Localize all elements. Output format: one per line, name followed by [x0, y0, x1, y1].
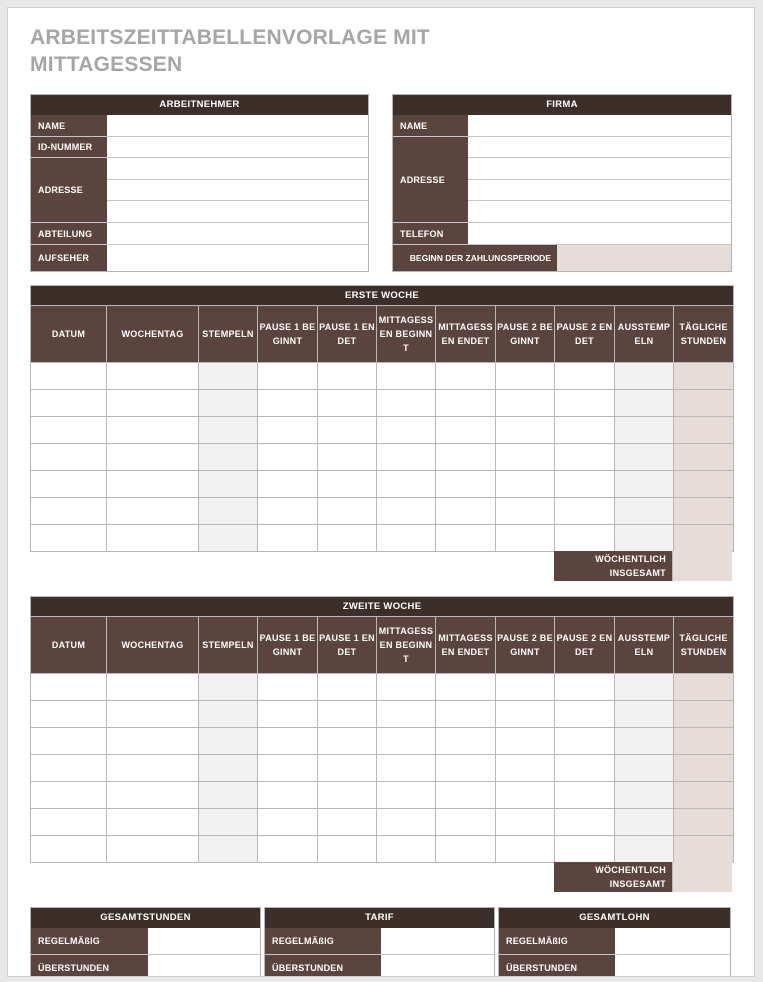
table-cell[interactable] — [258, 525, 318, 552]
column-header: PAUSE 2 BEGINNT — [496, 306, 555, 363]
table-cell[interactable] — [436, 836, 496, 863]
table-cell[interactable] — [318, 782, 377, 809]
table-cell[interactable] — [674, 809, 734, 836]
total-hours-overtime-label: ÜBERSTUNDEN — [31, 955, 148, 977]
table-cell[interactable] — [258, 836, 318, 863]
table-cell[interactable] — [615, 782, 674, 809]
table-cell[interactable] — [674, 363, 734, 390]
table-row — [31, 782, 734, 809]
table-row — [31, 836, 734, 863]
table-cell[interactable] — [615, 471, 674, 498]
table-cell[interactable] — [555, 390, 615, 417]
table-cell[interactable] — [107, 755, 199, 782]
column-header: MITTAGESSEN BEGINNT — [377, 306, 436, 363]
table-cell[interactable] — [496, 836, 555, 863]
table-cell[interactable] — [199, 809, 258, 836]
table-cell[interactable] — [615, 836, 674, 863]
rate-regular-field[interactable] — [381, 928, 494, 955]
table-cell[interactable] — [31, 390, 107, 417]
column-header-row — [31, 617, 734, 674]
table-cell[interactable] — [674, 471, 734, 498]
table-cell[interactable] — [199, 390, 258, 417]
company-name-field[interactable] — [468, 115, 731, 137]
table-cell[interactable] — [31, 674, 107, 701]
total-pay-regular-field[interactable] — [615, 928, 730, 955]
column-header: TÄGLICHE STUNDEN — [674, 306, 734, 363]
table-cell[interactable] — [199, 363, 258, 390]
table-cell[interactable] — [318, 498, 377, 525]
table-row — [31, 444, 734, 471]
table-cell[interactable] — [555, 444, 615, 471]
rate-overtime-field[interactable] — [381, 955, 494, 977]
table-cell[interactable] — [615, 417, 674, 444]
company-address-line-1[interactable] — [468, 137, 731, 158]
table-cell[interactable] — [258, 701, 318, 728]
table-cell[interactable] — [436, 471, 496, 498]
table-cell[interactable] — [674, 498, 734, 525]
table-cell[interactable] — [496, 809, 555, 836]
table-row — [31, 471, 734, 498]
table-cell[interactable] — [31, 782, 107, 809]
table-cell[interactable] — [377, 701, 436, 728]
column-header: AUSSTEMPELN — [615, 306, 674, 363]
table-cell[interactable] — [496, 363, 555, 390]
employee-address-line-2[interactable] — [107, 180, 368, 201]
table-cell[interactable] — [199, 525, 258, 552]
column-header: WOCHENTAG — [107, 617, 199, 674]
table-cell[interactable] — [199, 701, 258, 728]
table-cell[interactable] — [258, 390, 318, 417]
table-cell[interactable] — [377, 363, 436, 390]
employee-section — [30, 94, 369, 272]
table-cell[interactable] — [258, 674, 318, 701]
total-hours-header: GESAMTSTUNDEN — [31, 908, 260, 928]
table-row — [31, 498, 734, 525]
employee-supervisor-field[interactable] — [107, 245, 368, 271]
table-cell[interactable] — [199, 444, 258, 471]
table-row — [31, 417, 734, 444]
company-phone-field[interactable] — [468, 223, 731, 245]
table-cell[interactable] — [555, 701, 615, 728]
table-cell[interactable] — [674, 701, 734, 728]
table-cell[interactable] — [496, 782, 555, 809]
table-cell[interactable] — [318, 728, 377, 755]
table-cell[interactable] — [107, 701, 199, 728]
table-cell[interactable] — [31, 809, 107, 836]
timesheet-page — [7, 7, 755, 977]
company-address-line-4[interactable] — [468, 201, 731, 223]
table-cell[interactable] — [555, 363, 615, 390]
table-cell[interactable] — [496, 444, 555, 471]
table-cell[interactable] — [674, 674, 734, 701]
column-header: PAUSE 2 ENDET — [555, 617, 615, 674]
table-row — [31, 525, 734, 552]
table-cell[interactable] — [674, 390, 734, 417]
week-1-weekly-total-label: WÖCHENTLICH INSGESAMT — [554, 551, 672, 581]
employee-id-label: ID-NUMMER — [31, 137, 107, 158]
table-cell[interactable] — [318, 444, 377, 471]
table-cell[interactable] — [496, 498, 555, 525]
table-cell[interactable] — [107, 782, 199, 809]
employee-name-field[interactable] — [107, 115, 368, 137]
table-cell[interactable] — [199, 674, 258, 701]
table-cell[interactable] — [258, 444, 318, 471]
table-cell[interactable] — [258, 728, 318, 755]
table-cell[interactable] — [377, 674, 436, 701]
table-row — [31, 809, 734, 836]
table-cell[interactable] — [377, 498, 436, 525]
total-pay-overtime-label: ÜBERSTUNDEN — [499, 955, 615, 977]
table-cell[interactable] — [496, 525, 555, 552]
table-cell[interactable] — [615, 444, 674, 471]
company-name-label: NAME — [393, 115, 468, 137]
table-cell[interactable] — [258, 782, 318, 809]
table-cell[interactable] — [258, 755, 318, 782]
company-address-label: ADRESSE — [393, 137, 468, 223]
rate-overtime-label: ÜBERSTUNDEN — [265, 955, 381, 977]
table-cell[interactable] — [31, 363, 107, 390]
table-cell[interactable] — [436, 728, 496, 755]
table-cell[interactable] — [377, 417, 436, 444]
employee-supervisor-label: AUFSEHER — [31, 245, 107, 271]
table-cell[interactable] — [107, 390, 199, 417]
table-cell[interactable] — [555, 809, 615, 836]
table-cell[interactable] — [377, 836, 436, 863]
table-cell[interactable] — [555, 836, 615, 863]
table-row — [31, 728, 734, 755]
column-header: STEMPELN — [199, 306, 258, 363]
column-header: PAUSE 1 ENDET — [318, 617, 377, 674]
table-cell[interactable] — [31, 471, 107, 498]
employee-address-line-3[interactable] — [107, 201, 368, 223]
table-cell[interactable] — [258, 809, 318, 836]
table-cell[interactable] — [31, 417, 107, 444]
table-cell[interactable] — [258, 417, 318, 444]
week-2-table — [30, 596, 734, 863]
column-header: WOCHENTAG — [107, 306, 199, 363]
table-cell[interactable] — [555, 525, 615, 552]
table-cell[interactable] — [107, 836, 199, 863]
table-cell[interactable] — [31, 701, 107, 728]
total-hours-section — [30, 907, 261, 977]
table-cell[interactable] — [555, 728, 615, 755]
table-cell[interactable] — [199, 836, 258, 863]
table-cell[interactable] — [496, 417, 555, 444]
table-cell[interactable] — [318, 417, 377, 444]
table-cell[interactable] — [436, 417, 496, 444]
table-cell[interactable] — [674, 836, 734, 863]
table-cell[interactable] — [31, 728, 107, 755]
table-cell[interactable] — [107, 728, 199, 755]
total-pay-section — [498, 907, 731, 977]
table-cell[interactable] — [318, 471, 377, 498]
table-cell[interactable] — [377, 755, 436, 782]
company-address-line-3[interactable] — [468, 180, 731, 201]
week-1-weekly-total-value[interactable] — [672, 551, 732, 581]
table-cell[interactable] — [31, 525, 107, 552]
table-cell[interactable] — [436, 498, 496, 525]
table-cell[interactable] — [199, 471, 258, 498]
table-cell[interactable] — [555, 674, 615, 701]
table-cell[interactable] — [199, 417, 258, 444]
column-header: DATUM — [31, 617, 107, 674]
column-header: DATUM — [31, 306, 107, 363]
column-header: TÄGLICHE STUNDEN — [674, 617, 734, 674]
table-cell[interactable] — [107, 498, 199, 525]
table-cell[interactable] — [436, 809, 496, 836]
table-cell[interactable] — [674, 755, 734, 782]
column-header: PAUSE 2 BEGINNT — [496, 617, 555, 674]
column-header: MITTAGESSEN ENDET — [436, 617, 496, 674]
table-row — [31, 674, 734, 701]
table-cell[interactable] — [496, 674, 555, 701]
employee-address-label: ADRESSE — [31, 158, 107, 223]
column-header: MITTAGESSEN BEGINNT — [377, 617, 436, 674]
week-1-table — [30, 285, 734, 552]
employee-address-line-1[interactable] — [107, 158, 368, 180]
table-cell[interactable] — [436, 674, 496, 701]
table-cell[interactable] — [496, 755, 555, 782]
table-cell[interactable] — [318, 390, 377, 417]
table-cell[interactable] — [436, 444, 496, 471]
table-cell[interactable] — [674, 444, 734, 471]
table-cell[interactable] — [107, 674, 199, 701]
column-header: PAUSE 1 BEGINNT — [258, 617, 318, 674]
week-2-weekly-total-value[interactable] — [672, 862, 732, 892]
week-2-weekly-total-label: WÖCHENTLICH INSGESAMT — [554, 862, 672, 892]
company-header: FIRMA — [393, 95, 731, 115]
column-header: PAUSE 1 BEGINNT — [258, 306, 318, 363]
table-cell[interactable] — [555, 755, 615, 782]
table-cell[interactable] — [615, 390, 674, 417]
table-cell[interactable] — [258, 363, 318, 390]
table-cell[interactable] — [615, 809, 674, 836]
table-cell[interactable] — [377, 525, 436, 552]
table-cell[interactable] — [199, 498, 258, 525]
column-header: MITTAGESSEN ENDET — [436, 306, 496, 363]
column-header: STEMPELN — [199, 617, 258, 674]
table-cell[interactable] — [555, 471, 615, 498]
total-pay-regular-label: REGELMÄßIG — [499, 928, 615, 955]
page-title: ARBEITSZEITTABELLENVORLAGE MIT MITTAGESSEN — [30, 26, 430, 76]
table-row — [31, 701, 734, 728]
company-address-line-2[interactable] — [468, 158, 731, 180]
table-cell[interactable] — [377, 782, 436, 809]
table-cell[interactable] — [31, 498, 107, 525]
table-row — [31, 755, 734, 782]
employee-id-field[interactable] — [107, 137, 368, 158]
table-cell[interactable] — [318, 836, 377, 863]
table-cell[interactable] — [318, 674, 377, 701]
total-pay-overtime-field[interactable] — [615, 955, 730, 977]
table-cell[interactable] — [615, 363, 674, 390]
table-cell[interactable] — [199, 728, 258, 755]
table-cell[interactable] — [496, 728, 555, 755]
table-cell[interactable] — [436, 390, 496, 417]
table-cell[interactable] — [318, 525, 377, 552]
table-cell[interactable] — [496, 390, 555, 417]
table-row — [31, 363, 734, 390]
table-cell[interactable] — [318, 363, 377, 390]
table-cell[interactable] — [436, 525, 496, 552]
total-hours-overtime-field[interactable] — [148, 955, 260, 977]
table-cell[interactable] — [31, 444, 107, 471]
table-cell[interactable] — [107, 363, 199, 390]
employee-department-field[interactable] — [107, 223, 368, 245]
week-1-header: ERSTE WOCHE — [31, 286, 734, 306]
table-cell[interactable] — [199, 755, 258, 782]
table-cell[interactable] — [318, 701, 377, 728]
table-cell[interactable] — [615, 728, 674, 755]
total-pay-header: GESAMTLOHN — [499, 908, 730, 928]
table-cell[interactable] — [615, 755, 674, 782]
table-cell[interactable] — [615, 498, 674, 525]
table-cell[interactable] — [555, 498, 615, 525]
table-cell[interactable] — [377, 728, 436, 755]
table-cell[interactable] — [377, 471, 436, 498]
table-cell[interactable] — [615, 674, 674, 701]
table-cell[interactable] — [436, 755, 496, 782]
table-cell[interactable] — [258, 471, 318, 498]
rate-section — [264, 907, 495, 977]
table-cell[interactable] — [377, 809, 436, 836]
table-cell[interactable] — [31, 836, 107, 863]
table-cell[interactable] — [555, 782, 615, 809]
employee-name-label: NAME — [31, 115, 107, 137]
table-cell[interactable] — [318, 755, 377, 782]
table-cell[interactable] — [377, 444, 436, 471]
rate-header: TARIF — [265, 908, 494, 928]
week-2-weekly-total — [554, 862, 732, 892]
table-cell[interactable] — [615, 701, 674, 728]
pay-period-start-field[interactable] — [557, 245, 731, 271]
table-cell[interactable] — [258, 498, 318, 525]
table-cell[interactable] — [674, 525, 734, 552]
table-cell[interactable] — [107, 809, 199, 836]
total-hours-regular-label: REGELMÄßIG — [31, 928, 148, 955]
company-phone-label: TELEFON — [393, 223, 468, 245]
rate-regular-label: REGELMÄßIG — [265, 928, 381, 955]
employee-department-label: ABTEILUNG — [31, 223, 107, 245]
table-cell[interactable] — [107, 471, 199, 498]
table-cell[interactable] — [436, 701, 496, 728]
column-header: PAUSE 2 ENDET — [555, 306, 615, 363]
table-row — [31, 390, 734, 417]
column-header: AUSSTEMPELN — [615, 617, 674, 674]
table-cell[interactable] — [674, 417, 734, 444]
table-cell[interactable] — [107, 525, 199, 552]
total-hours-regular-field[interactable] — [148, 928, 260, 955]
week-2-header: ZWEITE WOCHE — [31, 597, 734, 617]
company-section — [392, 94, 732, 272]
table-cell[interactable] — [674, 782, 734, 809]
column-header-row — [31, 306, 734, 363]
table-cell[interactable] — [199, 782, 258, 809]
table-cell[interactable] — [496, 701, 555, 728]
table-cell[interactable] — [318, 809, 377, 836]
table-cell[interactable] — [107, 444, 199, 471]
table-cell[interactable] — [555, 417, 615, 444]
table-cell[interactable] — [436, 363, 496, 390]
table-cell[interactable] — [107, 417, 199, 444]
employee-header: ARBEITNEHMER — [31, 95, 368, 115]
table-cell[interactable] — [377, 390, 436, 417]
table-cell[interactable] — [615, 525, 674, 552]
table-cell[interactable] — [436, 782, 496, 809]
table-cell[interactable] — [31, 755, 107, 782]
pay-period-start-label: BEGINN DER ZAHLUNGSPERIODE — [393, 245, 557, 271]
table-cell[interactable] — [674, 728, 734, 755]
column-header: PAUSE 1 ENDET — [318, 306, 377, 363]
table-cell[interactable] — [496, 471, 555, 498]
week-1-weekly-total — [554, 551, 732, 581]
